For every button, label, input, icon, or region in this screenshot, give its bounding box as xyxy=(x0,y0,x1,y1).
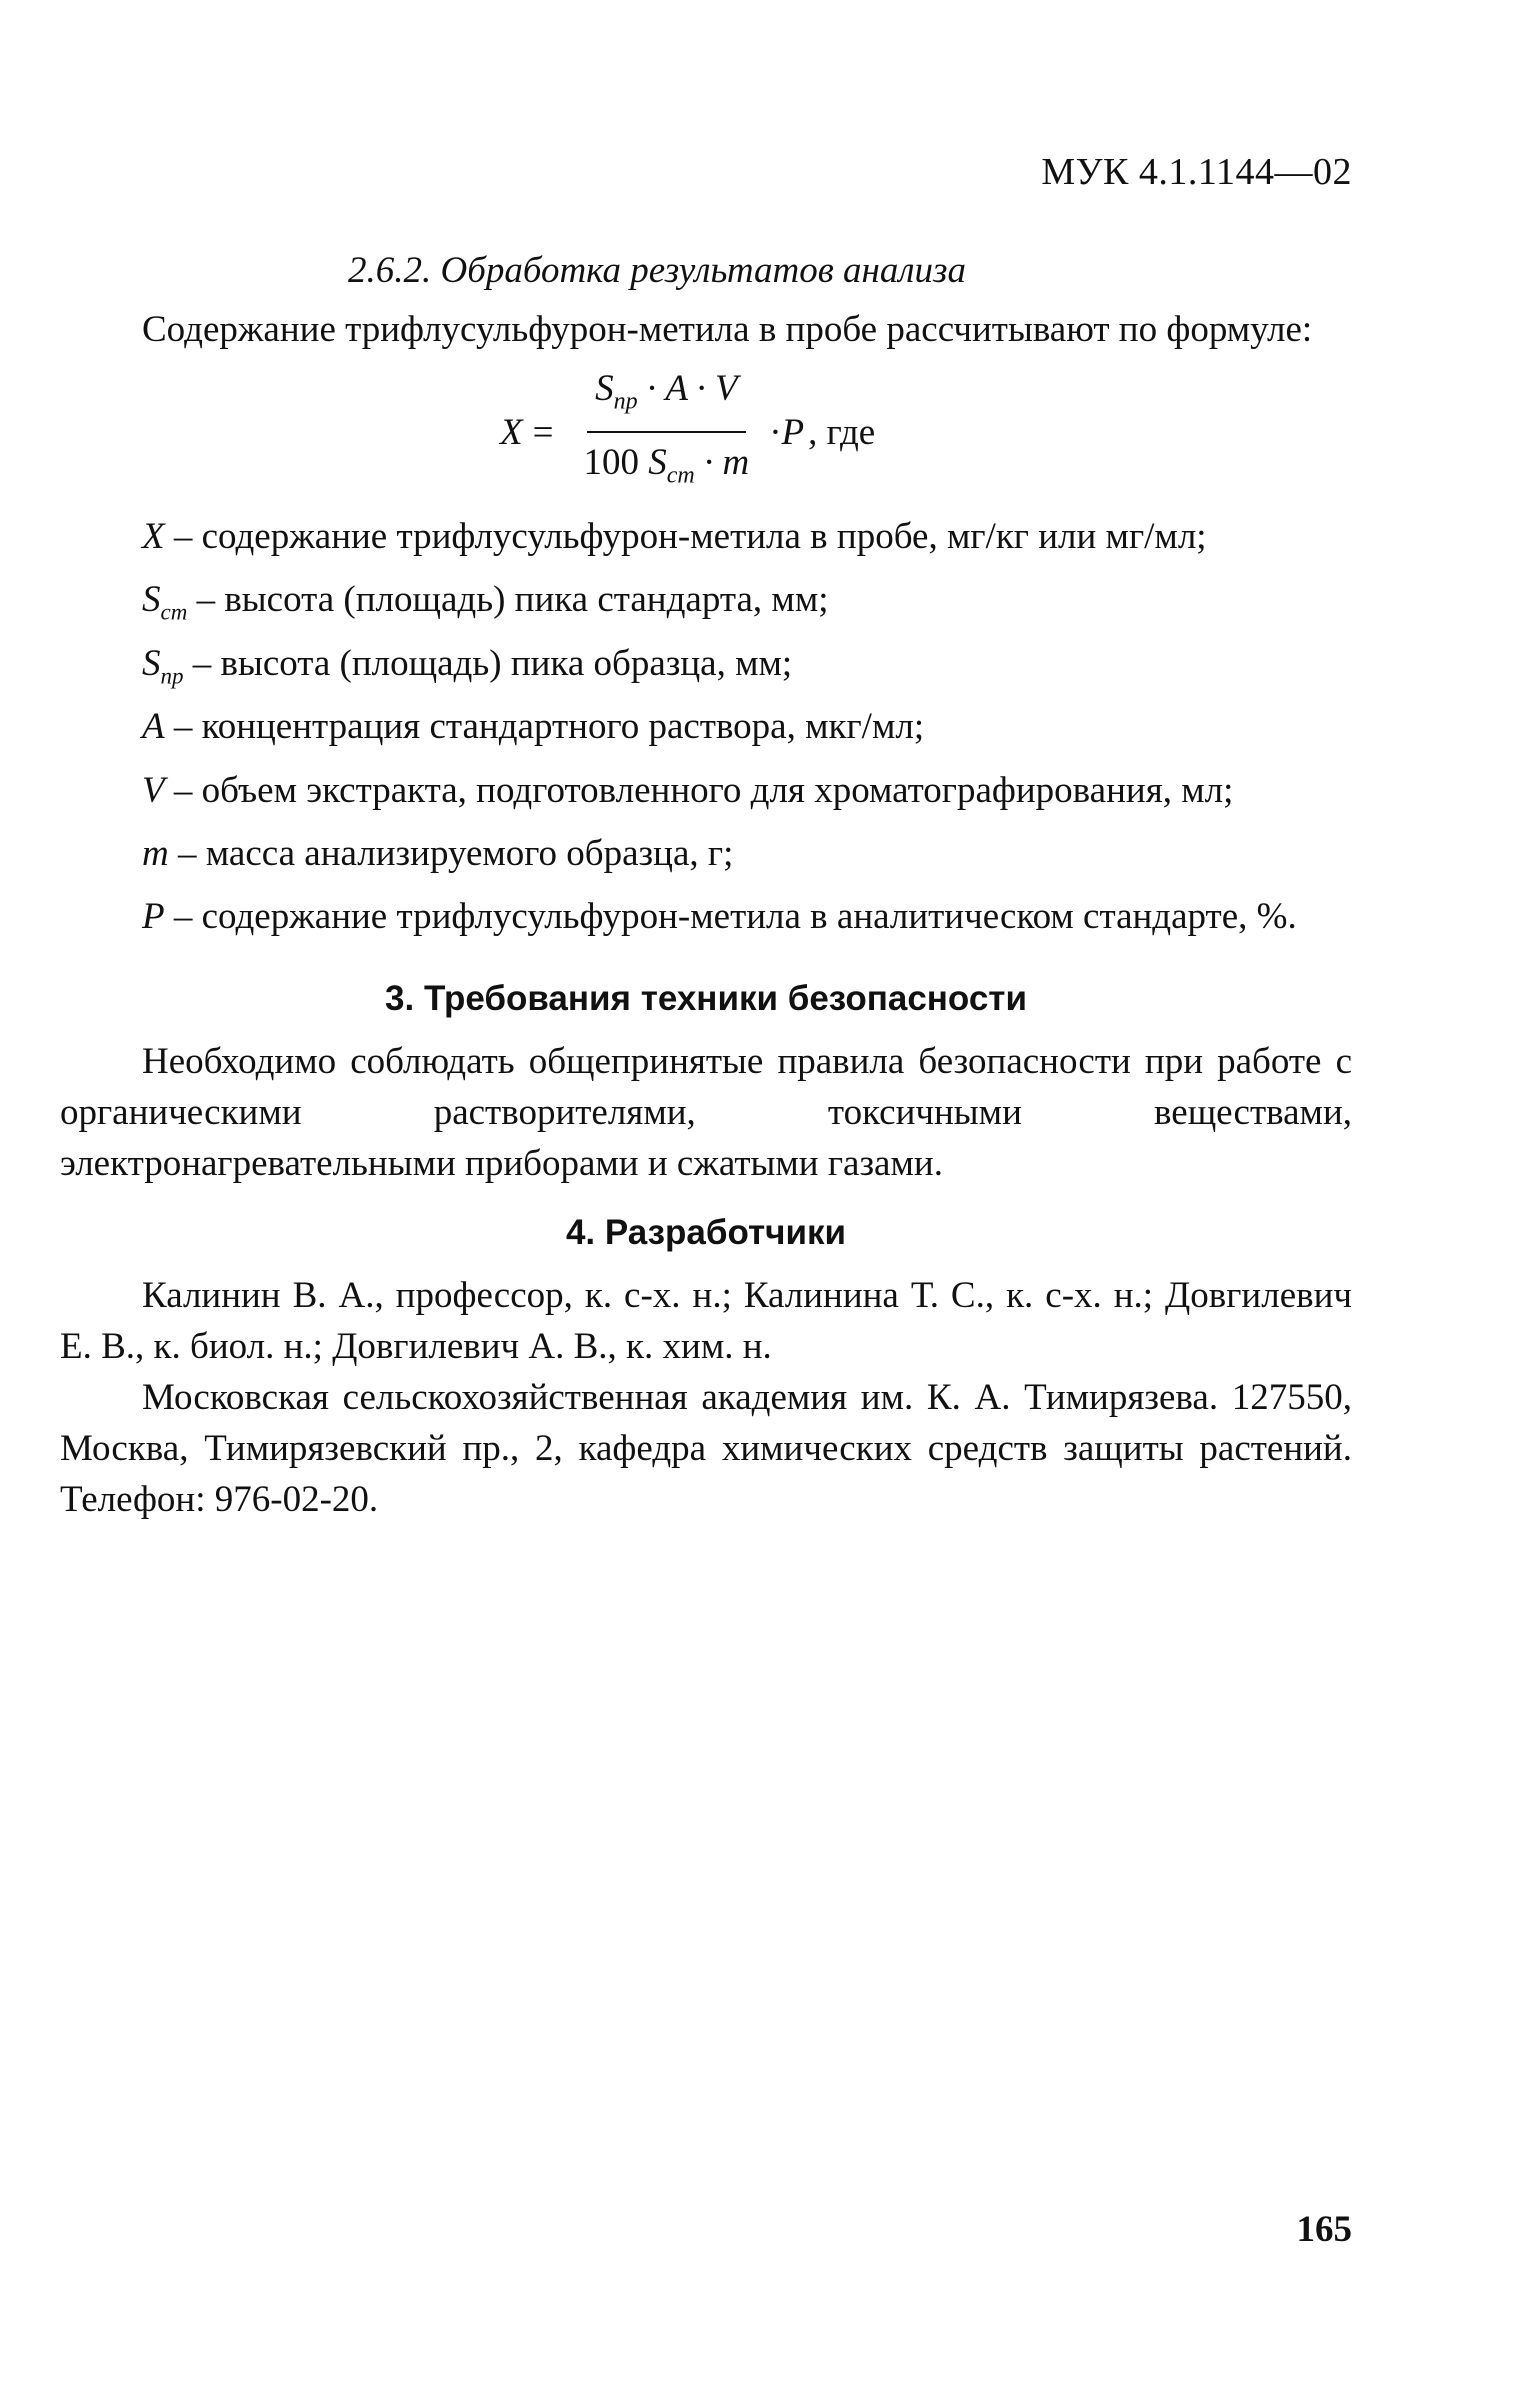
legend-symbol-subscript: cm xyxy=(160,599,188,625)
legend-item xyxy=(60,574,1352,637)
legend-item xyxy=(60,701,1352,764)
legend-text: – высота (площадь) пика стандарта, мм; xyxy=(187,579,829,621)
legend-text: – объем экстракта, подготовленного для хроматографирования, мл; xyxy=(164,769,1234,811)
formula-fraction xyxy=(575,363,757,502)
legend-item xyxy=(60,828,1352,891)
formula-block xyxy=(60,367,1352,491)
subsection-title: 2.6.2. Обработка результатов анализа xyxy=(348,250,966,291)
numerator-s-subscript: пр xyxy=(613,388,638,414)
numerator-s: S xyxy=(595,367,614,409)
document-code-header: МУК 4.1.1144—02 xyxy=(1041,151,1352,193)
formula-legend xyxy=(60,511,1352,955)
legend-item xyxy=(60,511,1352,574)
denominator-s: S xyxy=(648,442,667,483)
legend-symbol xyxy=(142,896,165,937)
section-3-title: 3. Требования техники безопасности xyxy=(385,978,1027,1018)
legend-symbol-letter: m xyxy=(142,832,169,874)
formula-equals: = xyxy=(532,411,554,453)
legend-symbol xyxy=(142,833,169,874)
legend-symbol xyxy=(142,706,165,747)
denominator-s-subscript: ст xyxy=(666,462,695,489)
legend-text: – масса анализируемого образца, г; xyxy=(168,832,734,874)
page-number: 165 xyxy=(1296,2209,1352,2250)
formula xyxy=(500,367,876,491)
formula-numerator xyxy=(587,363,746,433)
section-4-title: 4. Разработчики xyxy=(565,1212,847,1252)
legend-symbol xyxy=(142,770,165,811)
legend-text: – содержание трифлусульфурон-метила в пробе, мг/кг или мг/мл; xyxy=(164,516,1207,557)
legend-item xyxy=(60,891,1352,954)
authors-paragraph: Калинин В. А., профессор, к. с-х. н.; Калинина Т. С., к. с-х. н.; Довгилевич Е. В., к. биол. н.; Довгилевич А. В., к. хим. н. xyxy=(60,1274,1352,1367)
page-content xyxy=(60,245,1352,1525)
legend-symbol xyxy=(142,579,188,625)
formula-lhs: X xyxy=(500,411,523,453)
legend-text: – содержание трифлусульфурон-метила в аналитическом стандарте, %. xyxy=(164,896,1297,938)
formula-mult: · xyxy=(769,411,782,453)
formula-tail: , где xyxy=(808,411,876,453)
legend-symbol xyxy=(142,642,184,689)
legend-symbol-letter: S xyxy=(142,579,161,621)
affiliation-paragraph: Московская сельскохозяйственная академия им. К. А. Тимирязева. 127550, Москва, Тимирязевский пр., 2, кафедра химических средств защиты растений. Телефон: 976-02-20. xyxy=(60,1376,1352,1520)
denominator-coef: 100 xyxy=(583,442,649,483)
legend-symbol-letter: P xyxy=(142,896,165,938)
legend-symbol-letter: S xyxy=(142,642,161,684)
legend-item xyxy=(60,765,1352,828)
section-3-paragraph: Необходимо соблюдать общепринятые правила безопасности при работе с органическими растворителями, токсичными веществами, электронагревательными приборами и сжатыми газами. xyxy=(60,1040,1352,1184)
legend-symbol-letter: V xyxy=(142,769,165,811)
legend-symbol-letter: A xyxy=(142,706,165,748)
formula-denominator xyxy=(575,433,757,501)
legend-text: – концентрация стандартного раствора, мкг/мл; xyxy=(164,706,925,748)
legend-text: – высота (площадь) пика образца, мм; xyxy=(183,642,793,684)
legend-item xyxy=(60,638,1352,701)
legend-symbol-subscript: пр xyxy=(160,663,184,689)
denominator-rest: · m xyxy=(694,442,750,483)
numerator-rest: · A · V xyxy=(637,367,738,409)
formula-intro-paragraph: Содержание трифлусульфурон-метила в пробе рассчитывают по формуле: xyxy=(142,309,1313,350)
legend-symbol-letter: X xyxy=(142,516,165,557)
formula-p: P xyxy=(781,411,805,453)
legend-symbol xyxy=(142,516,165,557)
